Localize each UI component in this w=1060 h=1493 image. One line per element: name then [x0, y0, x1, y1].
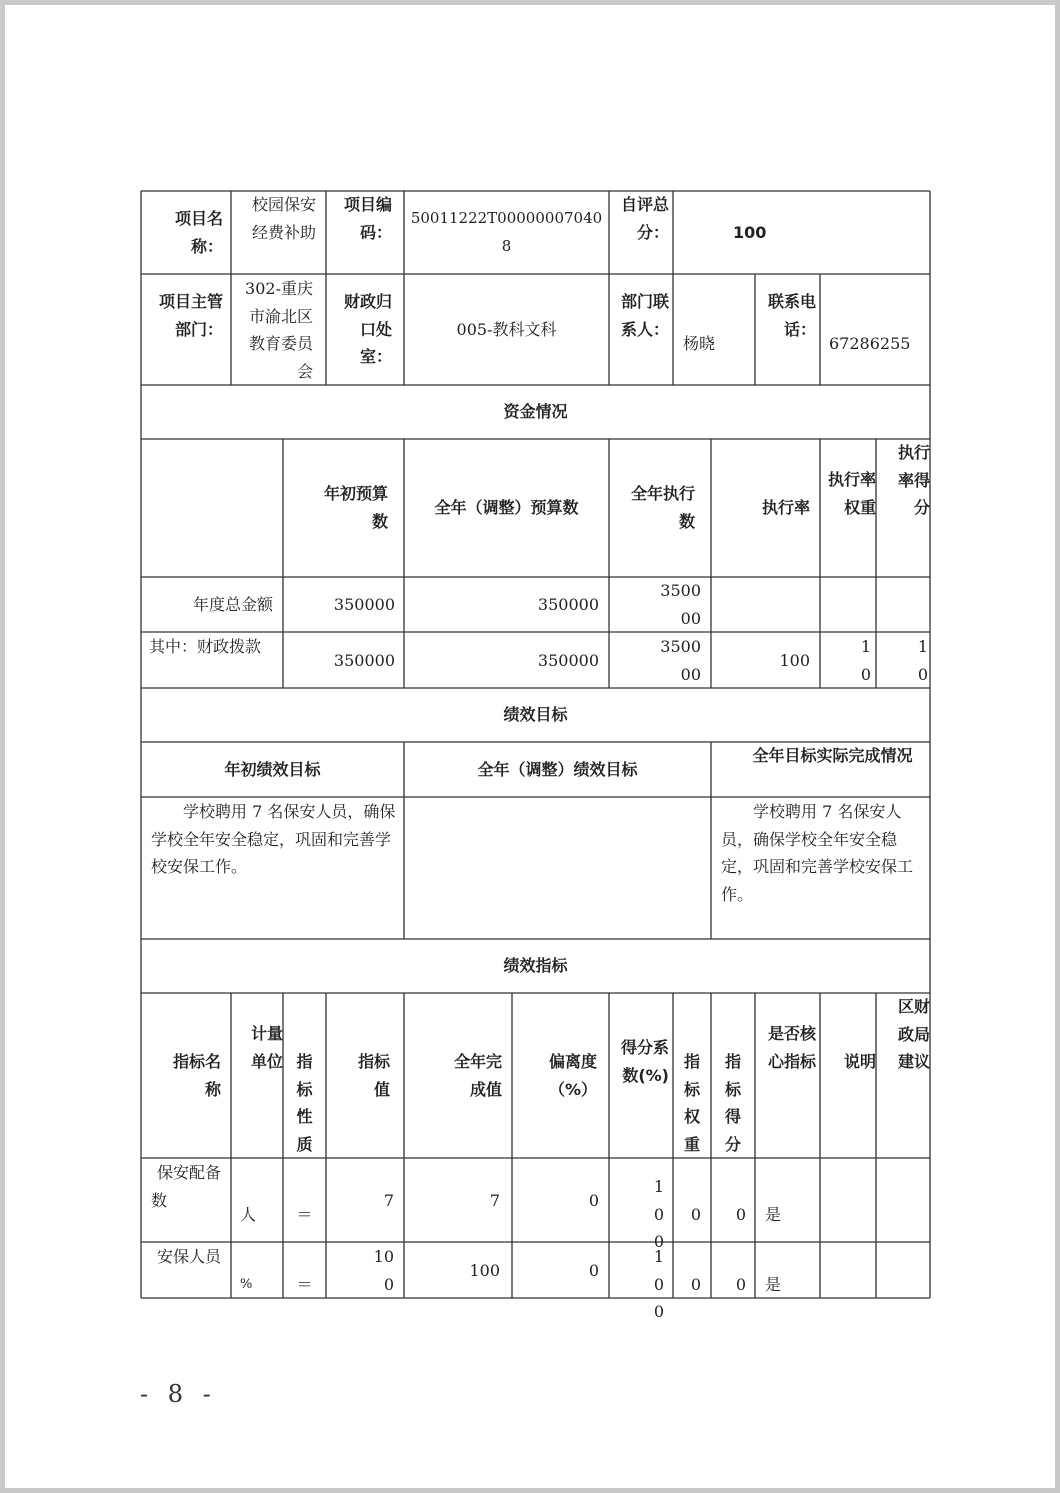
indicators-section-title	[141, 939, 930, 993]
ind-row-nature: ＝	[296, 1205, 313, 1224]
ind-row-core: 是	[765, 1275, 782, 1294]
ind-row-score: 0	[735, 1205, 746, 1224]
ind-row-name: 保安配备数	[151, 1163, 221, 1210]
project-code-text: 50011222T000000070408	[410, 209, 603, 255]
goals-col-initial	[141, 742, 404, 797]
funds-col-executed: 全年执行数	[631, 484, 696, 531]
self-score-value	[673, 191, 930, 274]
contact-value: 杨晓	[683, 334, 716, 353]
ind-row-coef: 100	[653, 1247, 664, 1321]
ind-col-nature: 指标性质	[296, 1052, 313, 1154]
ind-row-coef: 100	[653, 1177, 664, 1251]
phone-label: 联系电话：	[767, 292, 816, 339]
funds-row-adjusted: 350000	[537, 651, 599, 670]
funds-col-adjusted-text: 全年（调整）预算数	[434, 498, 579, 518]
ind-col-unit: 计量单位	[250, 1024, 283, 1071]
funds-row-rate: 100	[779, 651, 810, 670]
goals-col-actual: 全年目标实际完成情况	[752, 746, 913, 765]
ind-col-name: 指标名称	[172, 1052, 221, 1099]
funds-section-title	[141, 385, 930, 439]
funds-col-rate	[711, 439, 820, 577]
finance-office-value: 005-教科文科	[456, 320, 557, 339]
ind-col-score: 指标得分	[724, 1052, 741, 1154]
page-number: - 8 -	[140, 1380, 217, 1408]
ind-col-desc: 说明	[843, 1052, 876, 1071]
ind-col-core: 是否核心指标	[767, 1024, 816, 1071]
funds-row-score: 10	[917, 637, 928, 684]
dept-value: 302-重庆市渝北区教育委员会	[245, 279, 313, 381]
phone-value: 67286255	[829, 334, 911, 353]
ind-col-suggest: 区财政局建议	[897, 997, 930, 1071]
ind-row-deviation: 0	[588, 1261, 599, 1280]
ind-row-completed: 7	[489, 1191, 500, 1210]
ind-col-weight: 指标权重	[683, 1052, 700, 1154]
project-name-value: 校园保安经费补助	[251, 195, 316, 242]
finance-office-label: 财政归口处室：	[343, 292, 392, 366]
funds-section-title-text: 资金情况	[503, 402, 568, 422]
funds-col-adjusted	[404, 439, 609, 577]
ind-row-deviation: 0	[588, 1191, 599, 1210]
contact-label: 部门联系人：	[620, 292, 669, 339]
ind-col-completed: 全年完成值	[454, 1052, 503, 1099]
self-score-label: 自评总分：	[620, 195, 669, 242]
ind-col-deviation: 偏离度（%）	[548, 1052, 597, 1099]
ind-row-name: 安保人员	[156, 1247, 221, 1266]
ind-row-value: 7	[383, 1191, 394, 1210]
self-score-text: 100	[733, 222, 767, 242]
ind-row-completed: 100	[469, 1261, 500, 1280]
goals-initial-text: 学校聘用 7 名保安人员，确保学校全年安全稳定，巩固和完善学校安保工作。	[151, 802, 396, 876]
goals-actual-text: 学校聘用 7 名保安人员，确保学校全年安全稳定，巩固和完善学校安保工作。	[721, 802, 914, 904]
ind-col-value: 指标值	[357, 1052, 390, 1099]
ind-row-score: 0	[735, 1275, 746, 1294]
ind-row-unit: 人	[240, 1205, 257, 1224]
funds-col-weight: 执行率权重	[828, 470, 876, 517]
funds-row-initial: 350000	[333, 651, 395, 670]
project-code-label: 项目编码：	[343, 195, 392, 242]
funds-col-initial: 年初预算数	[323, 484, 388, 531]
goals-col-initial-text: 年初绩效目标	[224, 759, 321, 779]
ind-row-weight: 0	[690, 1275, 701, 1294]
funds-row-label: 年度总金额	[192, 595, 273, 614]
goals-col-adjusted	[404, 742, 711, 797]
funds-row-weight: 10	[860, 637, 871, 684]
project-code-value	[404, 191, 609, 274]
ind-row-unit: %	[240, 1277, 253, 1292]
goals-section-title-text: 绩效目标	[503, 705, 568, 725]
ind-row-core: 是	[765, 1205, 782, 1224]
funds-col-score: 执行率得分	[897, 443, 930, 517]
funds-row-executed: 350000	[660, 637, 701, 684]
ind-row-value: 100	[373, 1247, 394, 1294]
funds-row-initial: 350000	[333, 595, 395, 614]
indicators-section-title-text: 绩效指标	[503, 956, 568, 976]
project-name-label: 项目名称：	[174, 209, 223, 256]
funds-row-executed: 350000	[660, 581, 701, 628]
goals-section-title	[141, 688, 930, 742]
ind-row-weight: 0	[690, 1205, 701, 1224]
ind-col-coef: 得分系数(%)	[620, 1038, 669, 1085]
dept-label: 项目主管部门：	[158, 292, 223, 339]
funds-row-adjusted: 350000	[537, 595, 599, 614]
funds-col-rate-text: 执行率	[761, 498, 810, 518]
goals-col-adjusted-text: 全年（调整）绩效目标	[477, 759, 638, 779]
ind-row-nature: ＝	[296, 1275, 313, 1294]
funds-row-label: 其中：财政拨款	[149, 637, 262, 656]
